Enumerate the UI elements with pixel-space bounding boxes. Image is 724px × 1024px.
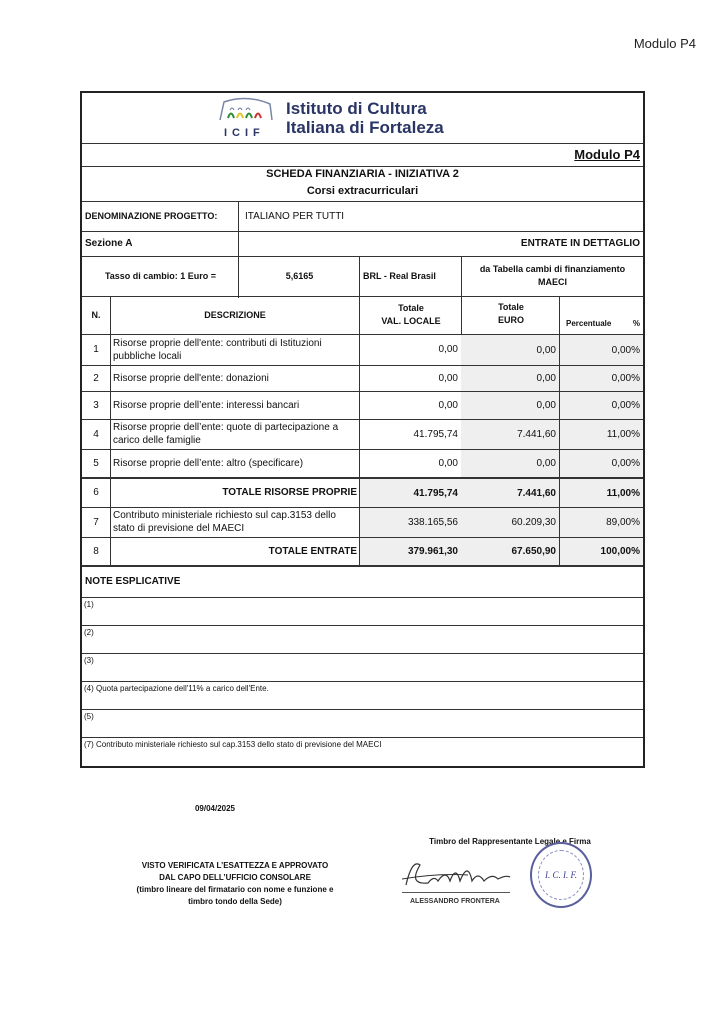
official-stamp-icon: I. C. I. F. xyxy=(530,842,592,908)
signer-name: ALESSANDRO FRONTERA xyxy=(410,898,500,905)
note-5[interactable]: (5) xyxy=(84,712,94,721)
row-1-number: 1 xyxy=(93,344,99,355)
row-1-euro: 0,00 xyxy=(461,335,559,365)
col-header-percentage: Percentuale % xyxy=(566,319,640,328)
row-7-local: 338.165,56 xyxy=(360,508,461,537)
document-date: 09/04/2025 xyxy=(194,804,236,813)
row-2-euro: 0,00 xyxy=(461,366,559,391)
row-1-description: Risorse proprie dell'ente: contributi di Istituzioni pubbliche locali xyxy=(113,337,322,362)
row-7-percent: 89,00% xyxy=(560,508,643,537)
consular-approval-block: VISTO VERIFICATA L’ESATTEZZA E APPROVATO DAL CAPO DELL’UFFICIO CONSOLARE (timbro lineare del firmatario con nome e funzione e timbro tondo della Sede) xyxy=(136,861,334,906)
col-header-description: DESCRIZIONE xyxy=(204,309,266,320)
signature-title: Timbro del Rappresentante Legale e Firma xyxy=(429,837,591,846)
note-2[interactable]: (2) xyxy=(84,628,94,637)
row-3-euro: 0,00 xyxy=(461,392,559,419)
row-5-euro: 0,00 xyxy=(461,450,559,477)
row-7-description: Contributo ministeriale richiesto sul cap.3153 dello stato di previsione del MAECI xyxy=(113,510,336,534)
exchange-source: da Tabella cambi di finanziamento MAECI xyxy=(479,264,626,287)
row-8-description: TOTALE ENTRATE xyxy=(268,545,357,557)
row-4-description: Risorse proprie dell’ente: quote di partecipazione a carico delle famiglie xyxy=(113,422,339,446)
row-8-percent: 100,00% xyxy=(560,538,643,565)
row-2-percent: 0,00% xyxy=(560,366,643,391)
row-5-percent: 0,00% xyxy=(560,450,643,477)
col-header-euro-total: Totale EURO xyxy=(497,302,524,325)
row-8-local: 379.961,30 xyxy=(360,538,461,565)
svg-text:ICIF: ICIF xyxy=(224,127,265,139)
currency-label: BRL - Real Brasil xyxy=(363,270,436,281)
note-7[interactable]: (7) Contributo ministeriale richiesto sul cap.3153 dello stato di previsione del MAECI xyxy=(84,740,382,749)
exchange-rate-label: Tasso di cambio: 1 Euro = xyxy=(104,270,217,281)
row-7-number: 7 xyxy=(93,516,99,528)
row-4-euro: 7.441,60 xyxy=(461,420,559,449)
row-1-local[interactable]: 0,00 xyxy=(438,344,458,355)
section-title: ENTRATE IN DETTAGLIO xyxy=(520,238,640,249)
row-3-description: Risorse proprie dell’ente: interessi bancari xyxy=(113,399,300,411)
module-title: Modulo P4 xyxy=(574,147,640,162)
form-subtitle: Corsi extracurriculari xyxy=(306,185,419,197)
row-2-description: Risorse proprie dell'ente: donazioni xyxy=(113,372,269,384)
row-2-local[interactable]: 0,00 xyxy=(438,372,458,384)
row-3-number: 3 xyxy=(93,399,99,411)
row-4-number: 4 xyxy=(93,428,99,440)
row-6-local: 41.795,74 xyxy=(360,479,461,507)
row-5-number: 5 xyxy=(93,457,99,469)
row-8-number: 8 xyxy=(93,545,99,557)
row-6-description: TOTALE RISORSE PROPRIE xyxy=(222,486,357,498)
row-7-euro: 60.209,30 xyxy=(461,508,559,537)
project-name-field[interactable]: ITALIANO PER TUTTI xyxy=(245,210,345,222)
notes-title: NOTE ESPLICATIVE xyxy=(85,575,181,587)
row-5-description: Risorse proprie dell’ente: altro (specificare) xyxy=(113,457,304,469)
logo-line-2: Italiana di Fortaleza xyxy=(286,118,444,137)
row-4-percent: 11,00% xyxy=(560,420,643,449)
col-header-local-total: Totale VAL. LOCALE xyxy=(381,303,441,326)
logo-line-1: Istituto di Cultura xyxy=(286,99,427,118)
row-4-local[interactable]: 41.795,74 xyxy=(413,428,458,440)
note-1[interactable]: (1) xyxy=(84,600,94,609)
note-3[interactable]: (3) xyxy=(84,656,94,665)
project-label: DENOMINAZIONE PROGETTO: xyxy=(85,210,218,221)
note-4[interactable]: (4) Quota partecipazione dell'11% a carico dell'Ente. xyxy=(84,684,269,693)
page-module-label: Modulo P4 xyxy=(633,36,696,51)
form-title: SCHEDA FINANZIARIA - INIZIATIVA 2 xyxy=(266,168,459,180)
row-6-euro: 7.441,60 xyxy=(461,479,559,507)
row-3-local[interactable]: 0,00 xyxy=(438,399,458,411)
section-label: Sezione A xyxy=(85,238,133,249)
row-1-percent: 0,00% xyxy=(560,335,643,365)
row-5-local[interactable]: 0,00 xyxy=(438,457,458,469)
row-2-number: 2 xyxy=(93,372,99,384)
colosseum-logo-icon xyxy=(212,96,278,140)
row-6-percent: 11,00% xyxy=(560,479,643,507)
row-8-euro: 67.650,90 xyxy=(461,538,559,565)
financial-form xyxy=(80,91,645,768)
institute-logo xyxy=(212,95,444,141)
exchange-rate-value[interactable]: 5,6165 xyxy=(285,270,314,281)
row-3-percent: 0,00% xyxy=(560,392,643,419)
row-6-number: 6 xyxy=(93,486,99,498)
col-header-n: N. xyxy=(91,309,101,320)
handwritten-signature-icon xyxy=(398,855,528,895)
